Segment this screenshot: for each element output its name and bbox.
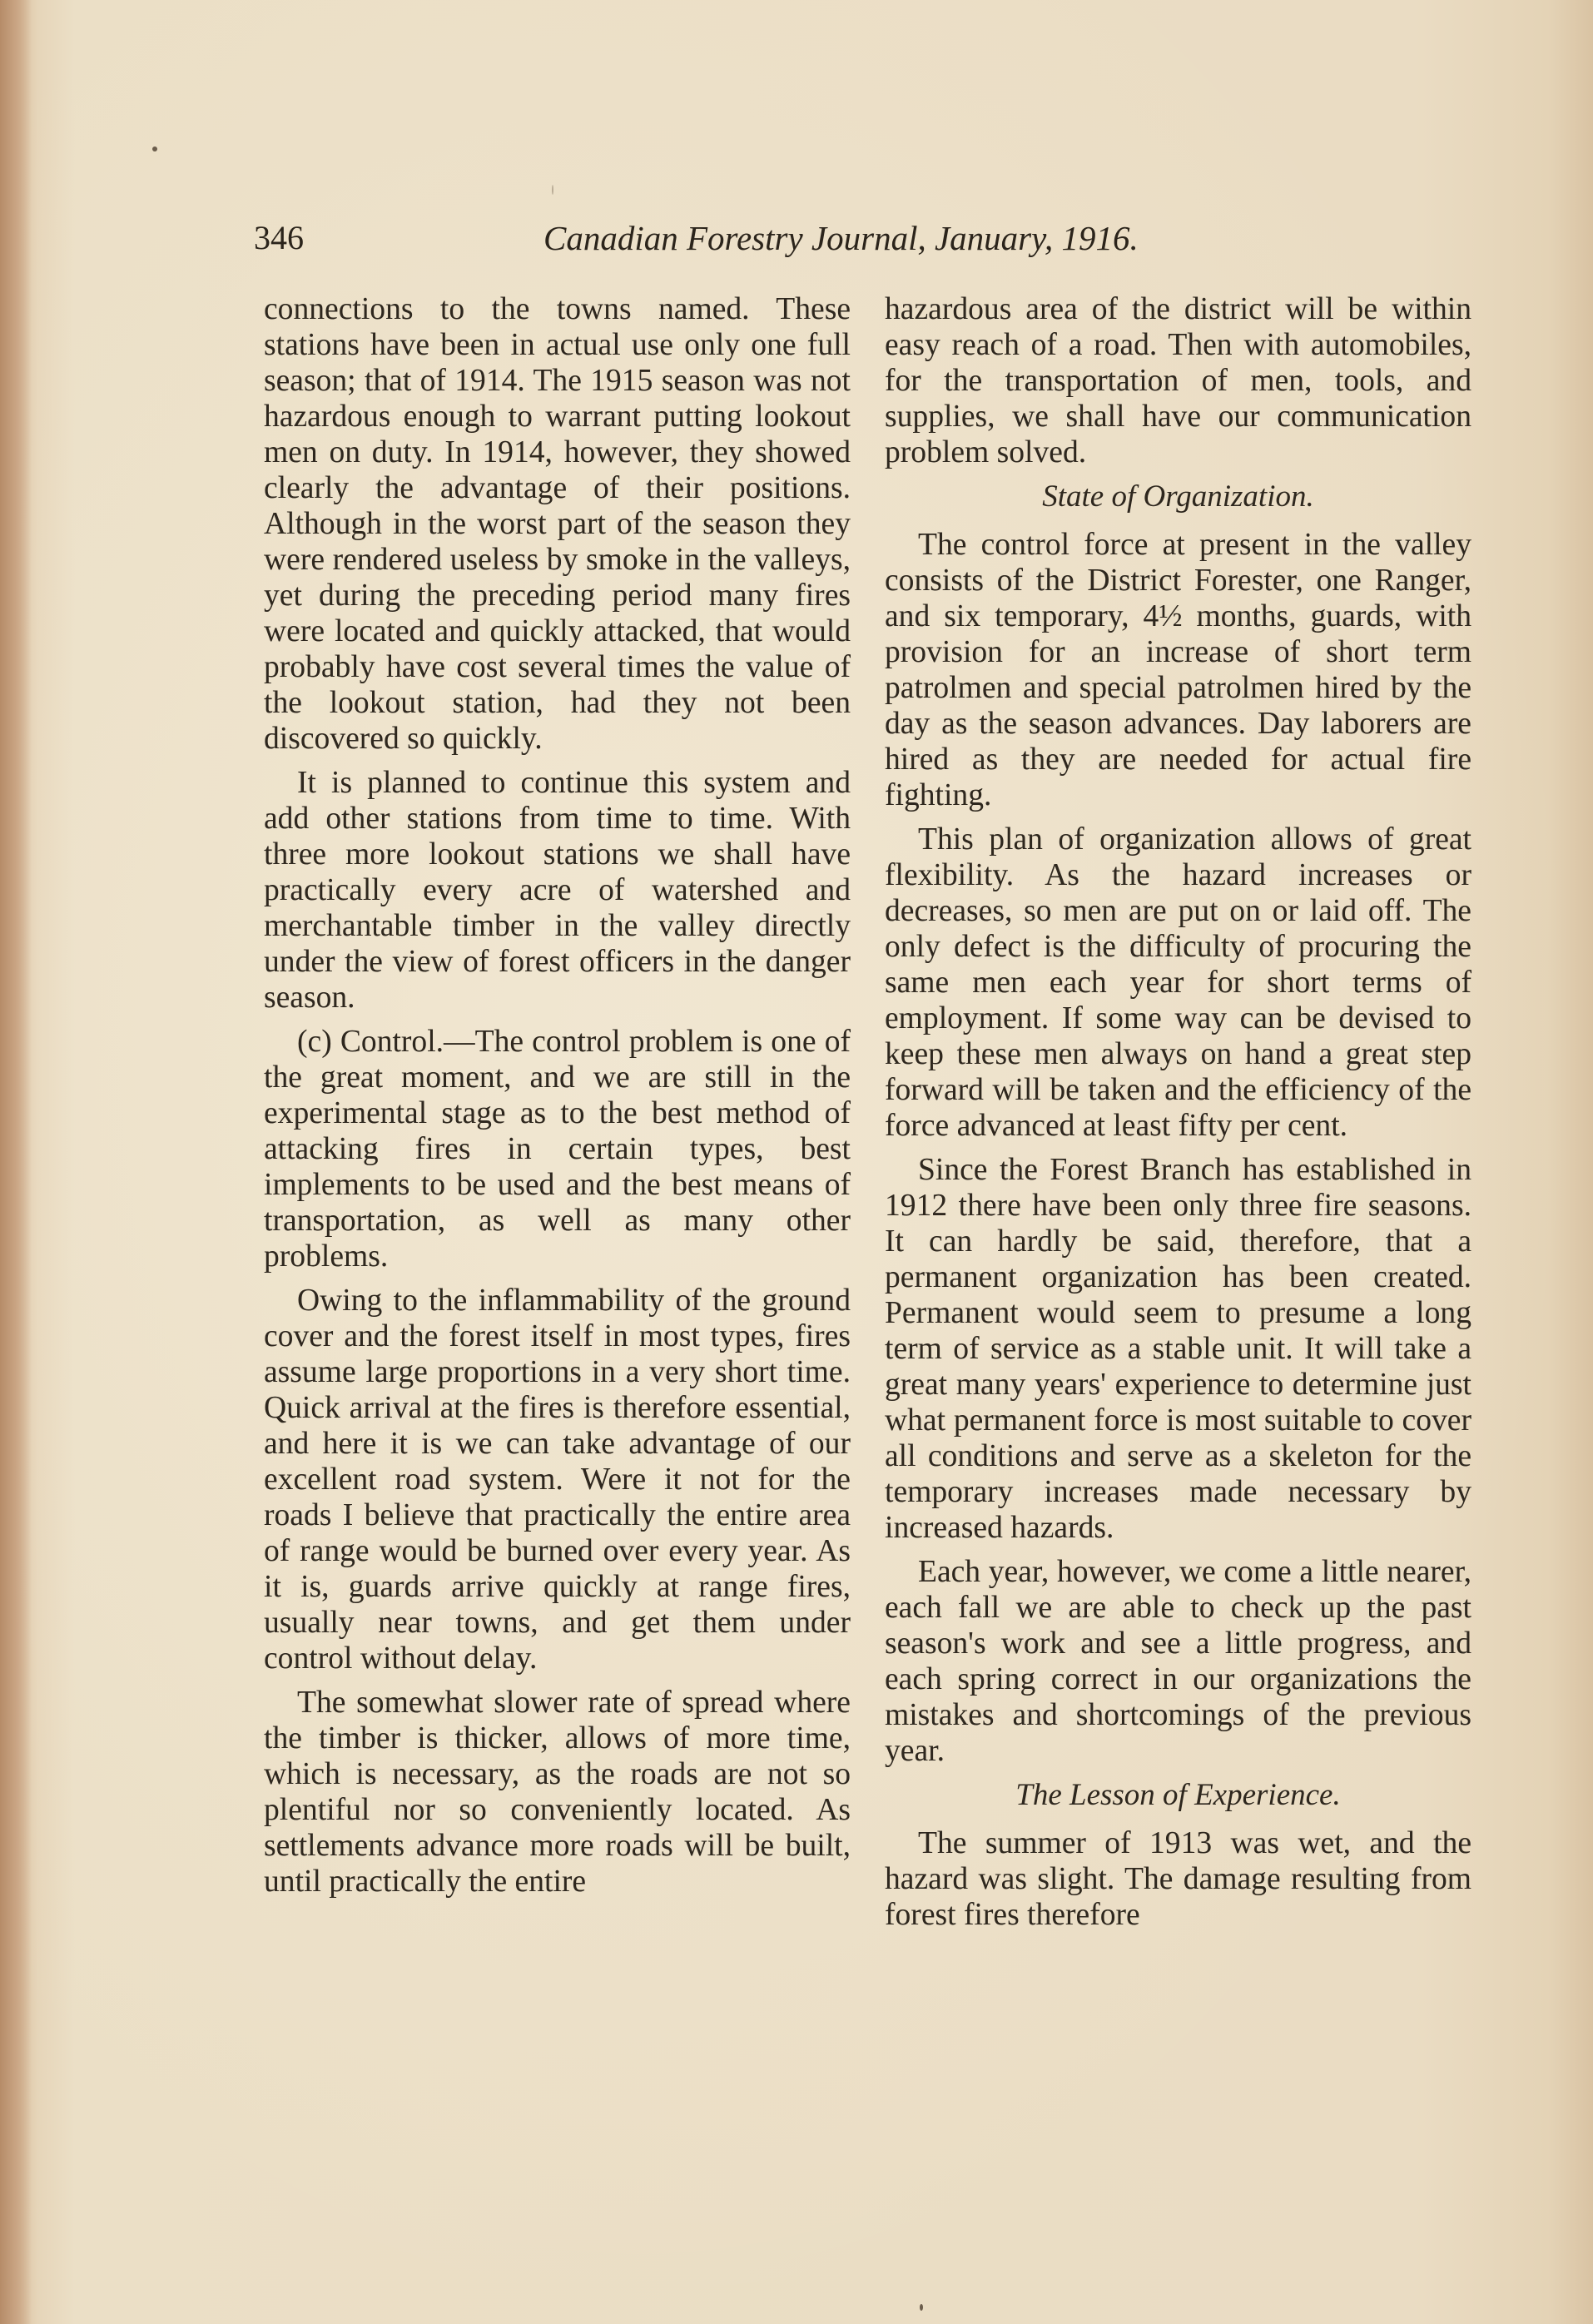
paragraph: The somewhat slower rate of spread where the timber is thicker, allows of more time, which is necessary, as the roads are not so plentiful nor so conveniently located. As settlements advance more roads will be built, until practically the entire [264,1686,851,1899]
paragraph: Each year, however, we come a little nearer, each fall we are able to check up the past season's work and see a little progress, and each spring correct in our organizations the mistakes and shortcomings of the previous year. [885,1555,1471,1768]
page-header [254,213,1219,263]
paragraph: Since the Forest Branch has established in 1912 there have been only three fire seasons. It can hardly be said, therefore, that a permanent organization has been created. Permanent would seem to presume a long term of service as a stable unit. It will take a great many years' experience to determine just what permanent force is most suitable to cover all conditions and serve as a skeleton for the temporary increases made necessary by increased hazards. [885,1153,1471,1545]
paragraph: The summer of 1913 was wet, and the hazard was slight. The damage resulting from forest fires therefore [885,1826,1471,1932]
section-heading: State of Organization. [1042,479,1314,514]
paper-speck [152,146,157,151]
paragraph: This plan of organization allows of great flexibility. As the hazard increases or decreases, so men are put on or laid off. The only defect is the difficulty of procuring the same men each year for short terms of employment. If some way can be devised to keep these men always on hand a great step forward will be taken and the efficiency of the force advanced at least fifty per cent. [885,822,1471,1143]
running-head: Canadian Forestry Journal, January, 1916. [543,219,1139,257]
section-heading: The Lesson of Experience. [1015,1778,1341,1812]
paper-speck [920,2304,923,2311]
page-spine-shadow [0,0,32,2324]
left-column [264,291,851,1908]
paragraph: The control force at present in the valley consists of the District Forester, one Ranger, and six temporary, 4½ months, guards, with provision for an increase of short term patrolmen and special patrolmen hired by the day as the season advances. Day laborers are hired as they are needed for actual fire fighting. [885,528,1471,812]
paragraph: connections to the towns named. These stations have been in actual use only one full season; that of 1914. The 1915 season was not hazardous enough to warrant putting lookout men on duty. In 1914, however, they showed clearly the advantage of their positions. Although in the worst part of the season they were rendered useless by smoke in the valleys, yet during the preceding period many fires were located and quickly attacked, that would probably have cost several times the value of the lookout station, had they not been discovered so quickly. [264,292,851,756]
paragraph: Owing to the inflammability of the ground cover and the forest itself in most types, fires assume large proportions in a very short time. Quick arrival at the fires is therefore essential, and here it is we can take advantage of our excellent road system. Were it not for the roads I believe that practically the entire area of range would be burned over every year. As it is, guards arrive quickly at range fires, usually near towns, and get them under control without delay. [264,1284,851,1676]
paragraph: hazardous area of the district will be within easy reach of a road. Then with automobiles, for the transportation of men, tools, and supplies, we shall have our communication problem solved. [885,292,1471,469]
paragraph: (c) Control.—The control problem is one of the great moment, and we are still in the experimental stage as to the best method of attacking fires in certain types, best implements to be used and the best means of transportation, as well as many other problems. [264,1025,851,1274]
page-number: 346 [254,219,304,256]
paper-speck [552,185,553,195]
right-column [885,291,1471,1941]
paragraph: It is planned to continue this system and add other stations from time to time. With three more lookout stations we shall have practically every acre of watershed and merchantable timber in the valley directly under the view of forest officers in the danger season. [264,766,851,1015]
